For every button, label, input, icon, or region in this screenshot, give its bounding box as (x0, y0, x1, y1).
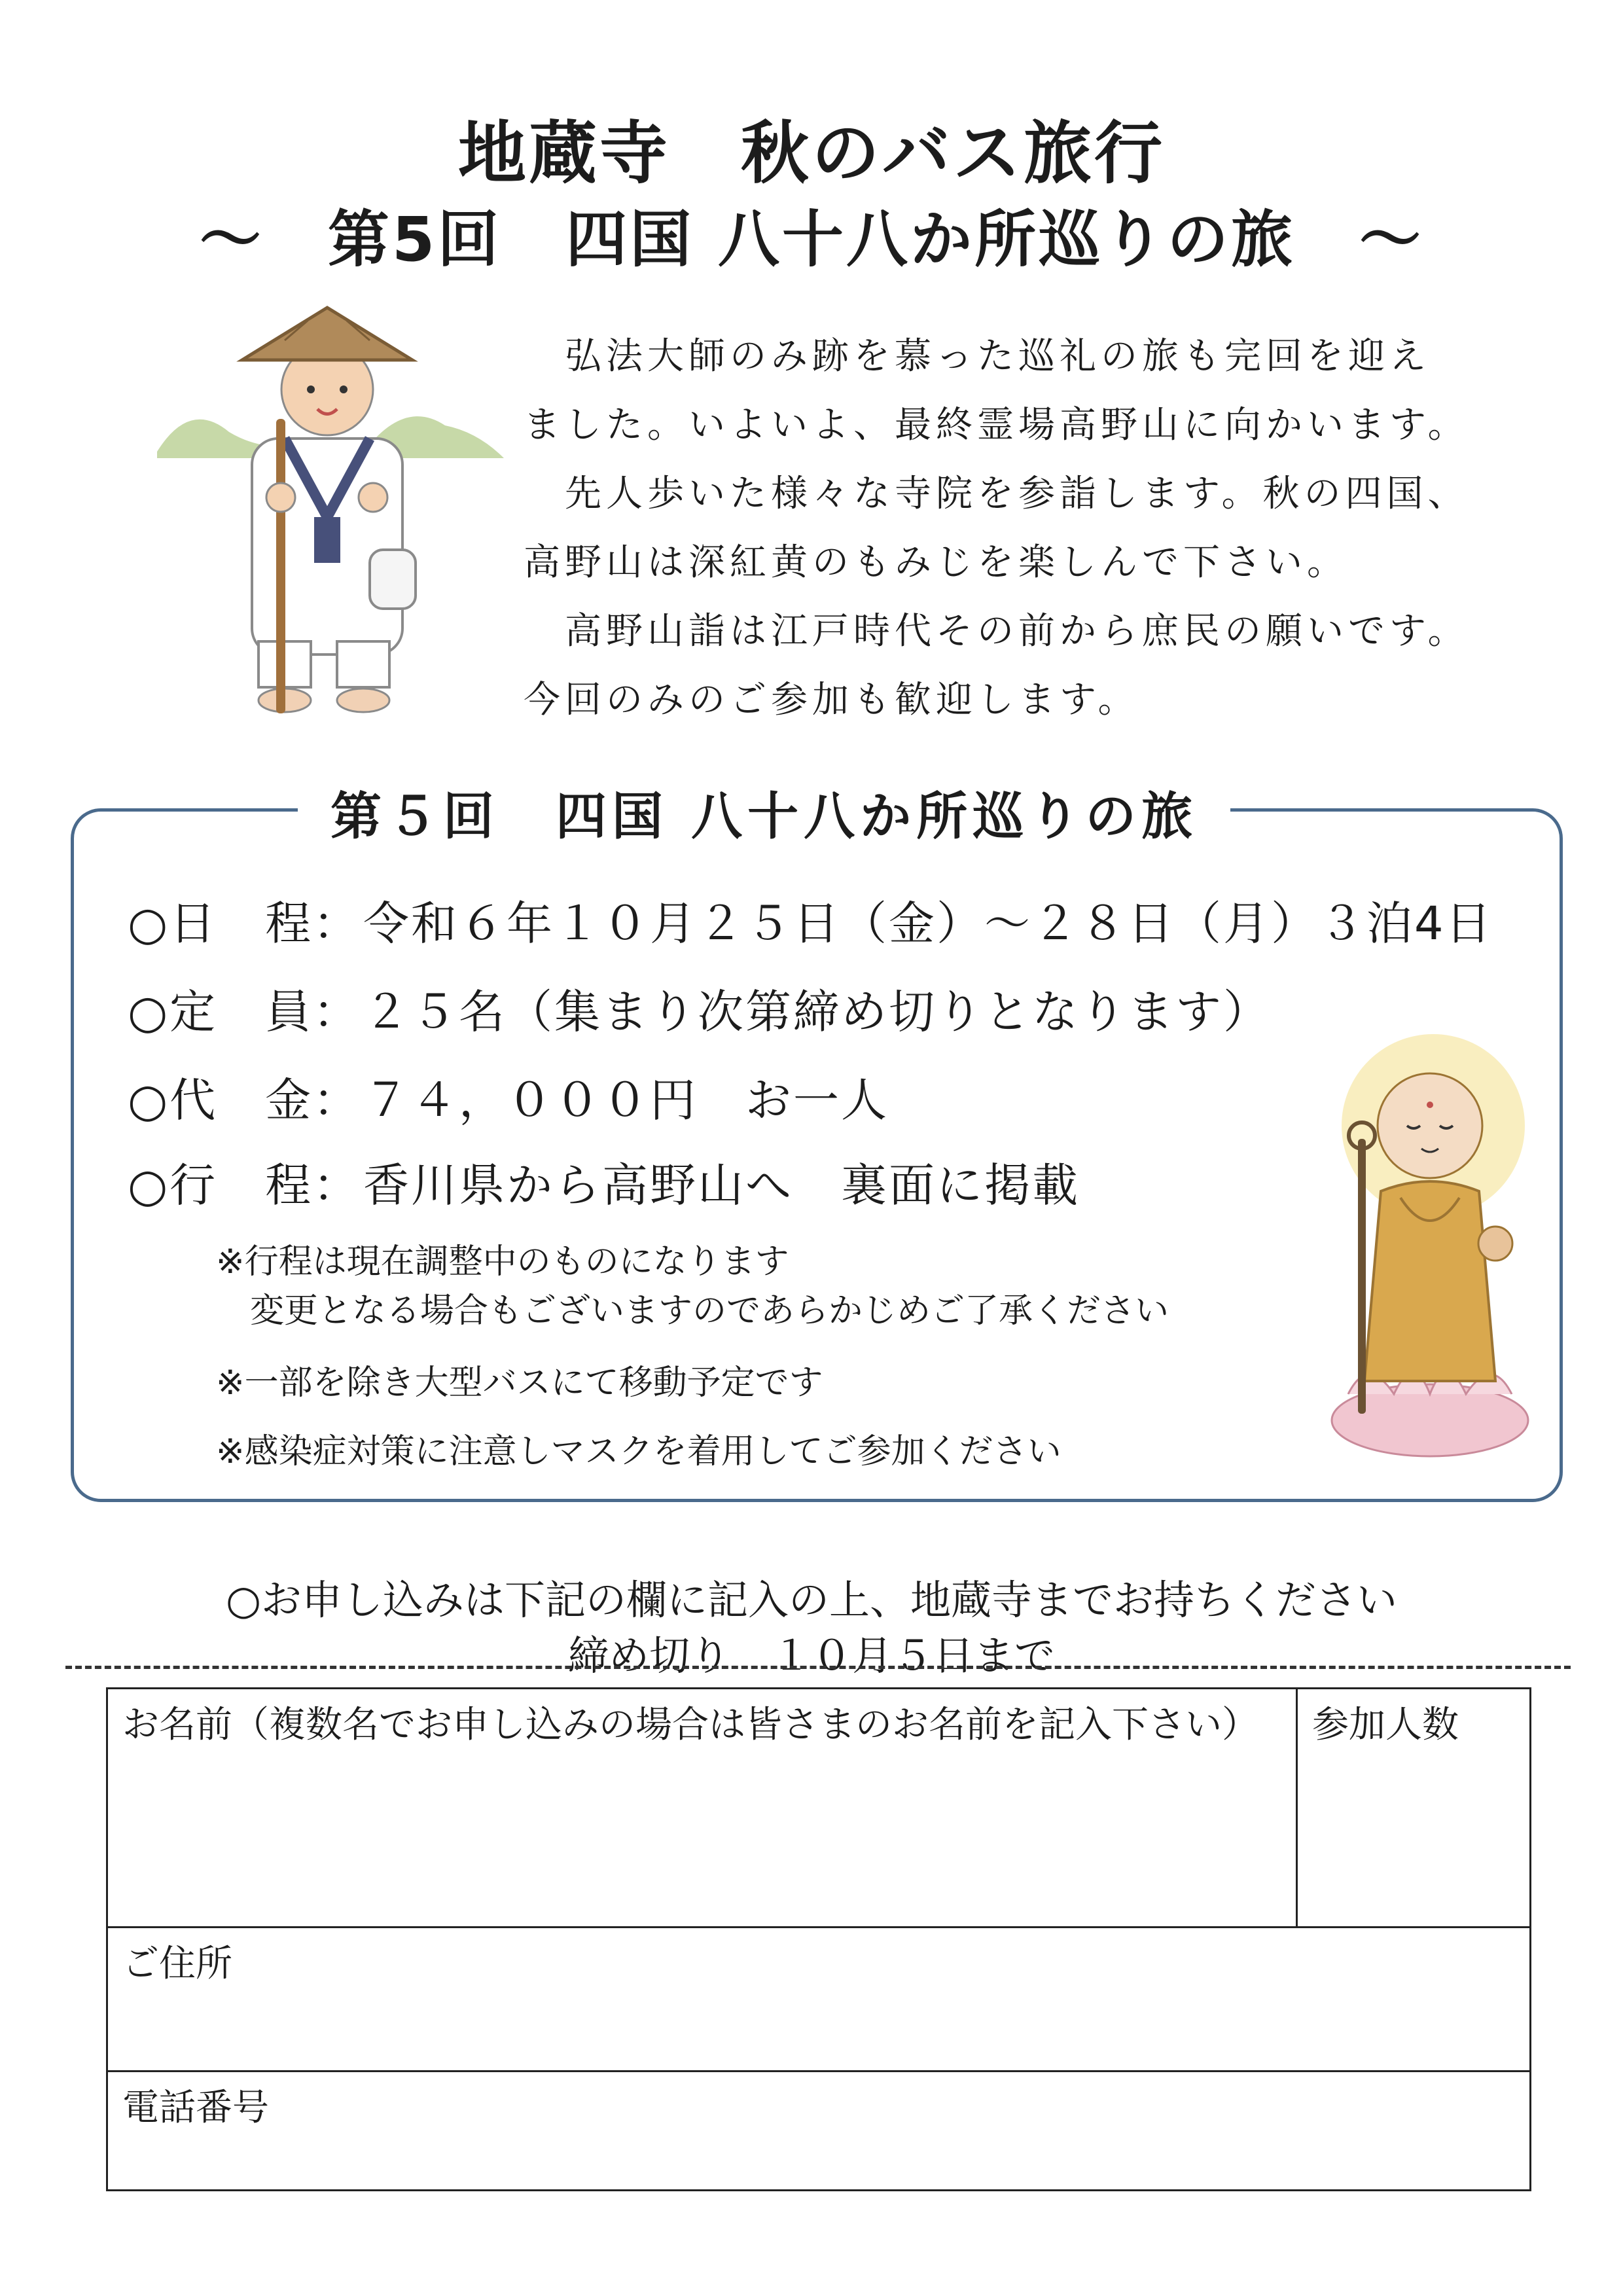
cut-line (65, 1666, 1571, 1669)
note-line: ※行程は現在調整中のものになります (216, 1242, 789, 1282)
intro-line-6: 今回のみのご参加も歓迎します。 (524, 679, 1139, 721)
detail-label: ○行 程： (128, 1158, 361, 1212)
intro-line-5: 高野山詣は江戸時代その前から庶民の願いです。 (524, 610, 1469, 653)
address-field-label: ご住所 (122, 1943, 232, 1985)
page-subtitle: ～ 第5回 四国 八十八か所巡りの旅 ～ (199, 204, 1424, 276)
count-field-label: 参加人数 (1312, 1704, 1459, 1746)
phone-field-label: 電話番号 (122, 2087, 269, 2129)
detail-value: 令和６年１０月２５日（金）～２８日（月）３泊4日 (363, 897, 1493, 950)
detail-value: ２５名（集まり次第締め切りとなります） (363, 985, 1271, 1039)
detail-label: ○代 金： (128, 1073, 361, 1127)
note-line: ※一部を除き大型バスにて移動予定です (216, 1363, 823, 1403)
intro-line-3: 先人歩いた様々な寺院を参詣します。秋の四国、 (524, 473, 1469, 515)
detail-row-capacity (128, 975, 1271, 1041)
form-divider (108, 2070, 1529, 2072)
detail-row-schedule (128, 887, 1493, 953)
application-deadline: 締め切り １０月５日まで (567, 1632, 1055, 1679)
address-field[interactable] (115, 1984, 1522, 2062)
note-line: 変更となる場合もございますのであらかじめご了承ください (216, 1291, 1169, 1331)
name-field-label: お名前（複数名でお申し込みの場合は皆さまのお名前を記入下さい） (122, 1704, 1258, 1746)
form-divider (108, 1926, 1529, 1928)
name-field[interactable] (115, 1748, 1286, 1918)
detail-value: ７４，０００円 お一人 (363, 1073, 889, 1127)
application-instruction: ○お申し込みは下記の欄に記入の上、地蔵寺までお持ちください (225, 1576, 1398, 1624)
detail-label: ○定 員： (128, 985, 361, 1039)
details-box-title: 第５回 四国 八十八か所巡りの旅 (298, 776, 1230, 849)
intro-line-2: ました。いよいよ、最終霊場高野山に向かいます。 (524, 404, 1469, 446)
detail-row-itinerary (128, 1149, 1080, 1215)
application-form (106, 1687, 1531, 2191)
phone-field[interactable] (115, 2128, 1522, 2187)
form-divider (1296, 1689, 1298, 1928)
page-title: 地蔵寺 秋のバス旅行 (457, 113, 1165, 193)
participant-count-field[interactable] (1306, 1748, 1522, 1918)
detail-value: 香川県から高野山へ 裏面に掲載 (363, 1158, 1080, 1212)
intro-line-1: 弘法大師のみ跡を慕った巡礼の旅も完回を迎え (524, 335, 1431, 378)
note-line: ※感染症対策に注意しマスクを着用してご参加ください (216, 1432, 1061, 1471)
detail-label: ○日 程： (128, 897, 361, 950)
intro-line-4: 高野山は深紅黄のもみじを楽しんで下さい。 (524, 541, 1348, 584)
detail-row-price (128, 1064, 889, 1130)
pilgrim-illustration (151, 301, 517, 720)
jizo-illustration (1309, 1028, 1551, 1460)
